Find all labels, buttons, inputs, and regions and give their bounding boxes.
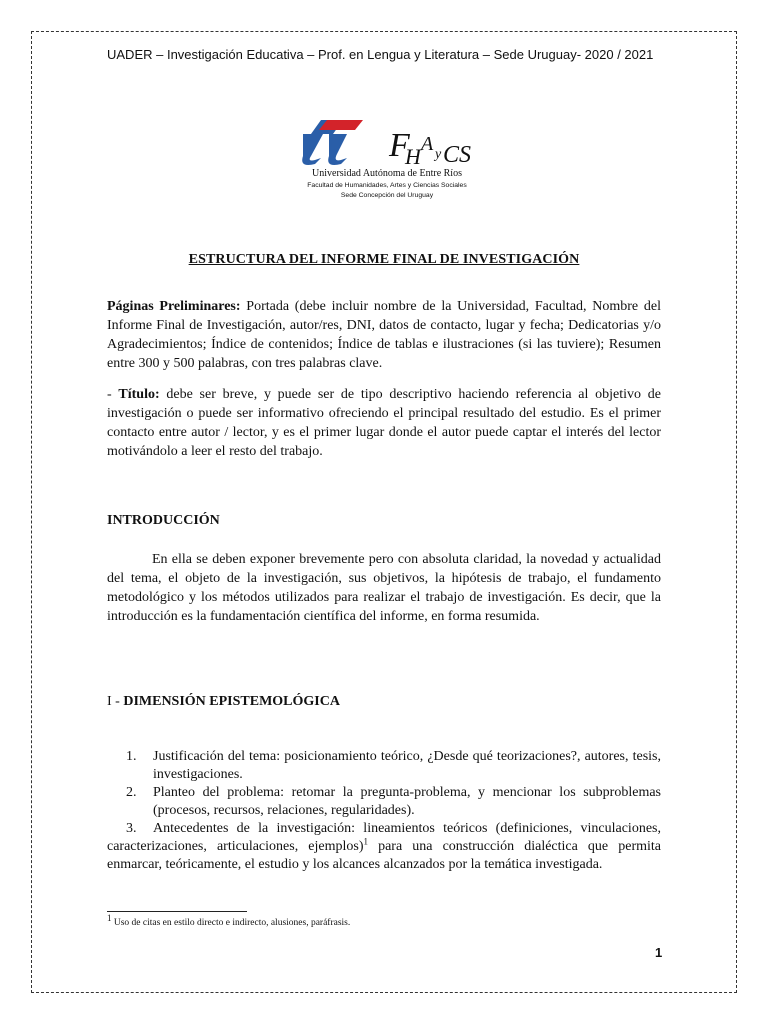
list-item-text-a: Antecedentes de la investigación: lineamientos teóricos (definiciones, vinculaciones, caracterizaciones, articulaciones, ejemplos) <box>107 821 661 854</box>
title-prefix: - <box>107 387 119 402</box>
svg-text:y: y <box>435 147 442 162</box>
page-header: UADER – Investigación Educativa – Prof. en Lengua y Literatura – Sede Uruguay- 2020 / 2021 <box>107 47 654 62</box>
svg-text:Facultad de Humanidades, Artes: Facultad de Humanidades, Artes y Ciencias Sociales <box>307 182 467 189</box>
epistemological-list <box>107 748 661 874</box>
footnote-reference: 1 <box>363 836 368 847</box>
svg-text:Sede Concepción del Uruguay: Sede Concepción del Uruguay <box>340 192 434 199</box>
footnote-text: Uso de citas en estilo directo e indirecto, alusiones, paráfrasis. <box>111 918 351 929</box>
svg-text:A: A <box>421 133 434 155</box>
preliminary-pages-paragraph <box>107 297 661 373</box>
list-item-text: Justificación del tema: posicionamiento teórico, ¿Desde qué teorizaciones?, autores, tesis, investigaciones. <box>153 749 661 782</box>
uader-logo-icon <box>281 116 493 208</box>
section-number: I - <box>107 694 124 709</box>
introduction-heading: INTRODUCCIÓN <box>107 513 220 528</box>
footnote-mark: 1 <box>107 913 112 923</box>
list-item <box>107 748 661 784</box>
epistemological-heading-text: DIMENSIÓN EPISTEMOLÓGICA <box>123 694 340 709</box>
list-item <box>107 820 661 874</box>
page-number: 1 <box>655 945 663 960</box>
list-number: 2. <box>126 785 137 800</box>
title-section-paragraph <box>107 385 661 461</box>
svg-text:F: F <box>389 127 410 164</box>
svg-text:H: H <box>405 144 421 169</box>
footnote-separator <box>107 911 247 912</box>
list-item-text-b: para una construcción dialéctica que permita enmarcar, teóricamente, el estudio y los alcances alcanzados por la temática investigada. <box>107 839 661 872</box>
preliminary-pages-label: Páginas Preliminares: <box>107 299 241 314</box>
list-number: 3. <box>126 821 137 836</box>
list-number: 1. <box>126 749 137 764</box>
preliminary-pages-text: Portada (debe incluir nombre de la Universidad, Facultad, Nombre del Informe Final de Investigación, autor/res, DNI, datos de contacto, lugar y fecha; Dedicatorias y/o Agradecimientos; Índice de contenidos; Índice de tablas e ilustraciones (si las tuviere); Resumen entre 300 y 500 palabras, con tres palabras clave. <box>107 299 661 371</box>
list-item-text <box>107 820 661 874</box>
epistemological-heading <box>107 694 340 710</box>
svg-text:Universidad Autónoma de Entre: Universidad Autónoma de Entre Ríos <box>312 168 462 179</box>
list-item-text: Planteo del problema: retomar la pregunta-problema, y mencionar los subproblemas (procesos, recursos, relaciones, regularidades). <box>153 785 661 818</box>
title-label: Título: <box>118 387 160 402</box>
university-logo <box>281 116 493 208</box>
svg-text:CS: CS <box>443 142 472 168</box>
introduction-paragraph: En ella se deben exponer brevemente pero con absoluta claridad, la novedad y actualidad del tema, el objeto de la investigación, sus objetivos, la hipótesis de trabajo, el fundamento metodológico y los métodos utilizados para realizar el trabajo de investigación. Es decir, que la introducción es la fundamentación científica del informe, en forma resumida. <box>107 552 661 624</box>
document-title: ESTRUCTURA DEL INFORME FINAL DE INVESTIGACIÓN <box>188 252 580 267</box>
footnote <box>107 913 351 929</box>
title-text: debe ser breve, y puede ser de tipo descriptivo haciendo referencia al objetivo de investigación o puede ser informativo ofreciendo el principal resultado del estudio. Es el primer contacto entre autor / lector, y es el primer lugar donde el autor puede captar el interés del lector motivándolo a leer el resto del trabajo. <box>107 387 661 459</box>
list-item <box>107 784 661 820</box>
